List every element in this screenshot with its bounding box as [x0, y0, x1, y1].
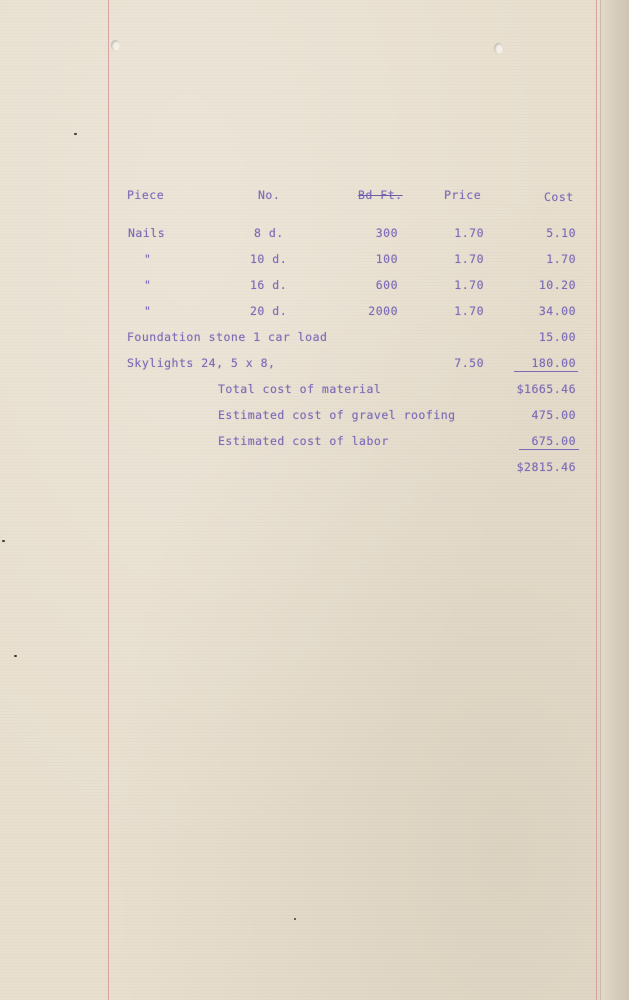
summary-roofing-cost: 475.00 — [531, 408, 576, 422]
row-bdft: 300 — [375, 226, 398, 240]
row-price: 1.70 — [454, 304, 484, 318]
row-price: 1.70 — [454, 278, 484, 292]
paper-speck — [2, 540, 5, 542]
right-margin-rule — [596, 0, 597, 1000]
row-bdft: 2000 — [368, 304, 398, 318]
row-cost: 1.70 — [546, 252, 576, 266]
summary-material-cost: $1665.46 — [516, 382, 576, 396]
summary-roofing-label: Estimated cost of gravel roofing — [218, 408, 456, 422]
summary-labor-cost: 675.00 — [531, 434, 576, 448]
header-no: No. — [258, 188, 281, 202]
skylights-price: 7.50 — [454, 356, 484, 370]
foundation-cost: 15.00 — [538, 330, 576, 344]
row-bdft: 100 — [375, 252, 398, 266]
row-no: 8 d. — [254, 226, 284, 240]
row-bdft: 600 — [375, 278, 398, 292]
row-piece: Nails — [128, 226, 166, 240]
header-price: Price — [444, 188, 482, 202]
paper-speck — [14, 655, 17, 657]
row-cost: 10.20 — [538, 278, 576, 292]
grand-total: $2815.46 — [516, 460, 576, 474]
subtotal-rule — [514, 371, 578, 372]
paper-speck — [74, 133, 77, 135]
summary-material-label: Total cost of material — [218, 382, 382, 396]
foundation-label: Foundation stone 1 car load — [127, 330, 328, 344]
row-cost: 34.00 — [538, 304, 576, 318]
page-edge — [600, 0, 629, 1000]
left-margin-rule — [108, 0, 109, 1000]
skylights-cost: 180.00 — [531, 356, 576, 370]
row-no: 20 d. — [250, 304, 288, 318]
row-price: 1.70 — [454, 226, 484, 240]
total-rule — [519, 449, 579, 450]
row-no: 16 d. — [250, 278, 288, 292]
row-price: 1.70 — [454, 252, 484, 266]
header-piece: Piece — [127, 188, 165, 202]
punch-hole-left — [111, 40, 120, 51]
row-piece: " — [144, 304, 152, 318]
row-piece: " — [144, 278, 152, 292]
paper-speck — [294, 918, 296, 920]
punch-hole-right — [494, 43, 503, 54]
summary-labor-label: Estimated cost of labor — [218, 434, 389, 448]
skylights-label: Skylights 24, 5 x 8, — [127, 356, 276, 370]
row-cost: 5.10 — [546, 226, 576, 240]
row-no: 10 d. — [250, 252, 288, 266]
header-cost: Cost — [544, 190, 574, 204]
row-piece: " — [144, 252, 152, 266]
header-bdft: Bd Ft. — [358, 188, 403, 202]
